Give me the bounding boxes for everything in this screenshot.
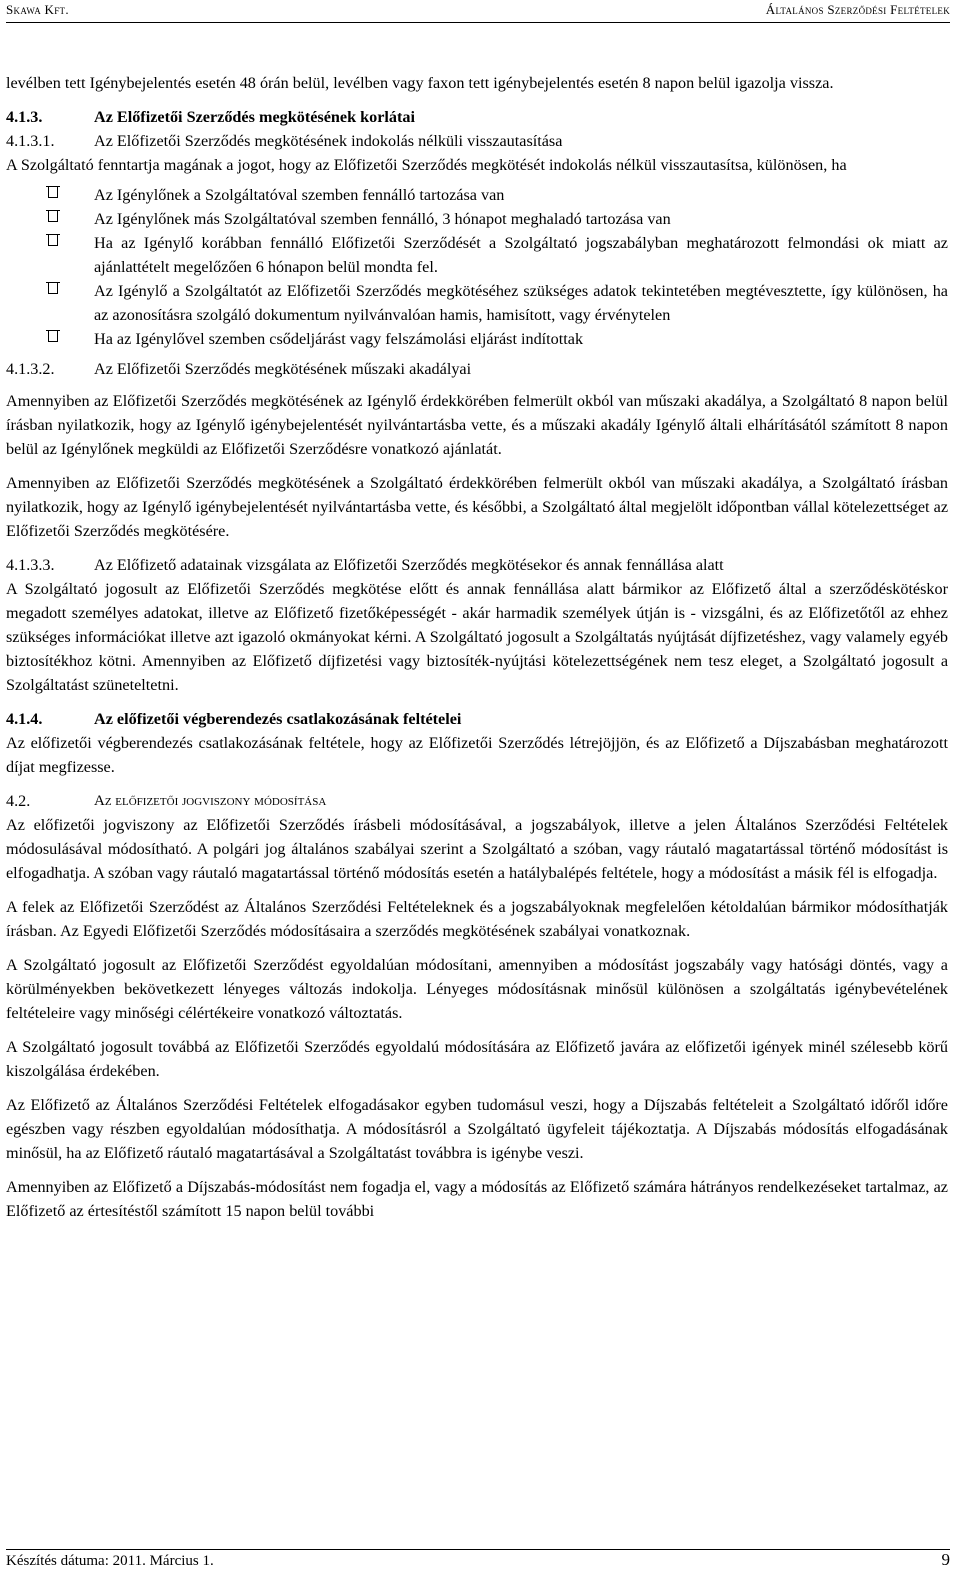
section-number: 4.1.3.3. [6,556,55,574]
company-name: Skawa Kft. [6,2,69,17]
box-bullet-icon [48,283,58,294]
heading-4-1-3-2 [6,357,948,381]
paragraph-4-1-4: Az előfizetői végberendezés csatlakozásának feltétele, hogy az Előfizetői Szerződés létrejöjjön, és az Előfizető a Díjszabásban meghatározott díjat megfizesse. [6,734,948,776]
paragraph-4-1-3-3: A Szolgáltató jogosult az Előfizetői Szerződés megkötése előtt és annak fennállása alatt bármikor az Előfizető által a szerződéskötéskor megadott személyes adatokat, illetve az Előfizető fizetőképességét - akár harmadik személyek útján is - vizsgálni, és az Előfizetőtől az ehhez szükséges információkat illetve azt igazoló okmányokat kérni. A Szolgáltató jogosult a Szolgáltatás nyújtását díjfizetéshez, vagy valamely egyéb biztosítékhoz kötni. Amennyiben az Előfizető díjfizetési vagy biztosíték-nyújtási kötelezettségének nem tesz eleget, a Szolgáltató jogosult a Szolgáltatást szüneteltetni. [6,580,948,694]
page-footer [6,1548,950,1572]
paragraph-4-1-3-2-b: Amennyiben az Előfizetői Szerződés megkötésének a Szolgáltató érdekkörében felmerült okból van műszaki akadálya, a Szolgáltató írásban nyilatkozik, hogy az Igénylő igénybejelentését nyilvántartásba vette, és későbbi, a Szolgáltató által megjelölt időpontban vállal kötelezettséget az Előfizetői Szerződés megkötésére. [6,474,948,540]
box-bullet-icon [48,331,58,342]
box-bullet-icon [48,235,58,246]
page-header [6,2,950,22]
section-title: Az Előfizetői Szerződés megkötésének korlátai [94,108,415,126]
paragraph-4-2-f: Amennyiben az Előfizető a Díjszabás-módosítást nem fogadja el, vagy a módosítás az Előfizető számára hátrányos rendelkezéseket tartalmaz, az Előfizető az értesítéstől számított 15 napon belül további [6,1178,948,1220]
section-number: 4.1.3.2. [6,360,55,378]
heading-4-1-4 [6,707,948,731]
list-item: Ha az Igénylő korábban fennálló Előfizetői Szerződését a Szolgáltató jogszabályban meghatározott felmondási ok miatt az ajánlattételt megelőzően 6 hónapon belül mondta fel. [6,231,948,279]
section-title: Az Előfizetői Szerződés megkötésének indokolás nélküli visszautasítása [94,132,563,150]
section-title: Az előfizetői jogviszony módosítása [94,793,327,809]
paragraph-4-2-e: Az Előfizető az Általános Szerződési Feltételek elfogadásakor egyben tudomásul veszi, hogy a Díjszabás feltételeit a Szolgáltató időről időre egészben vagy részben egyoldalúan módosíthatja. A módosításról a Szolgáltató ügyfeleit tájékoztatja. A Díjszabás módosítás elfogadásának minősül, ha az Előfizető ráutaló magatartásával a Szolgáltatást továbbra is igénybe veszi. [6,1096,948,1162]
document-title: Általános Szerződési Feltételek [765,2,950,17]
section-title: Az Előfizető adatainak vizsgálata az Előfizetői Szerződés megkötésekor és annak fennállása alatt [94,556,724,574]
paragraph-4-1-3-2-a: Amennyiben az Előfizetői Szerződés megkötésének az Igénylő érdekkörében felmerült okból van műszaki akadálya, a Szolgáltató 8 napon belül írásban nyilatkozik, hogy az Igénylő igénybejelentését nyilvántartásba vette, és a műszaki akadály Igénylő általi elhárításától számított 8 napon belül az Igénylőnek megküldi az Előfizetői Szerződésre vonatkozó ajánlatát. [6,392,948,458]
heading-4-1-3-3 [6,553,948,577]
section-title: Az előfizetői végberendezés csatlakozásának feltételei [94,710,462,728]
section-number: 4.1.3. [6,108,43,126]
section-number: 4.1.4. [6,710,43,728]
paragraph-4-1-3-1: A Szolgáltató fenntartja magának a jogot, hogy az Előfizetői Szerződés megkötését indokolás nélkül visszautasítsa, különösen, ha [6,156,847,174]
list-item: Ha az Igénylővel szemben csődeljárást vagy felszámolási eljárást indítottak [6,327,948,351]
paragraph-intro: levélben tett Igénybejelentés esetén 48 órán belül, levélben vagy faxon tett igénybejelentés esetén 8 napon belül igazolja vissza. [6,74,834,92]
list-item: Az Igénylőnek más Szolgáltatóval szemben fennálló, 3 hónapot meghaladó tartozása van [6,207,948,231]
paragraph-4-2-c: A Szolgáltató jogosult az Előfizetői Szerződést egyoldalúan módosítani, amennyiben a módosítást jogszabály vagy hatósági döntés, vagy a körülményekben bekövetkezett lényeges változás indokolja. Lényeges módosításnak minősül különösen a szolgáltatás igénybevételének feltételeire vagy minőségi célértékeire vonatkozó változtatás. [6,956,948,1022]
section-number: 4.1.3.1. [6,132,55,150]
paragraph-4-2-d: A Szolgáltató jogosult továbbá az Előfizetői Szerződés egyoldalú módosítására az Előfizető javára az előfizetői igények minél szélesebb körű kiszolgálása érdekében. [6,1038,948,1080]
paragraph-4-2-a: Az előfizetői jogviszony az Előfizetői Szerződés írásbeli módosításával, a jogszabályok, illetve a jelen Általános Szerződési Feltételek módosulásával módosítható. A polgári jog általános szabályai szerint a Szolgáltató a szóban, vagy ráutaló magatartással történő módosítást is elfogadhatja. A szóban vagy ráutaló magatartással történő módosítás esetén a hatálybalépés feltétele, hogy a módosítást a másik fél is elfogadja. [6,816,948,882]
section-number: 4.2. [6,792,31,810]
creation-date: Készítés dátuma: 2011. Március 1. [6,1553,214,1569]
section-title: Az Előfizetői Szerződés megkötésének műszaki akadályai [94,360,472,378]
heading-4-1-3-1 [6,129,948,153]
refusal-reasons-list [6,183,948,351]
paragraph-4-2-b: A felek az Előfizetői Szerződést az Általános Szerződési Feltételeknek és a jogszabályoknak megfelelően kétoldalúan bármikor módosíthatják írásban. Az Egyedi Előfizetői Szerződés módosításaira a szerződés megkötésének szabályai vonatkoznak. [6,898,948,940]
list-item: Az Igénylőnek a Szolgáltatóval szemben fennálló tartozása van [6,183,948,207]
document-body [6,71,948,1223]
page-number: 9 [941,1550,950,1569]
box-bullet-icon [48,187,58,198]
list-item: Az Igénylő a Szolgáltatót az Előfizetői Szerződés megkötéséhez szükséges adatok tekintetében megtévesztette, így különösen, ha az azonosításra szolgáló dokumentum nyilvánvalóan hamis, hamisított, vagy érvénytelen [6,279,948,327]
heading-4-2 [6,789,948,813]
box-bullet-icon [48,211,58,222]
heading-4-1-3 [6,105,948,129]
header-divider [6,22,950,23]
